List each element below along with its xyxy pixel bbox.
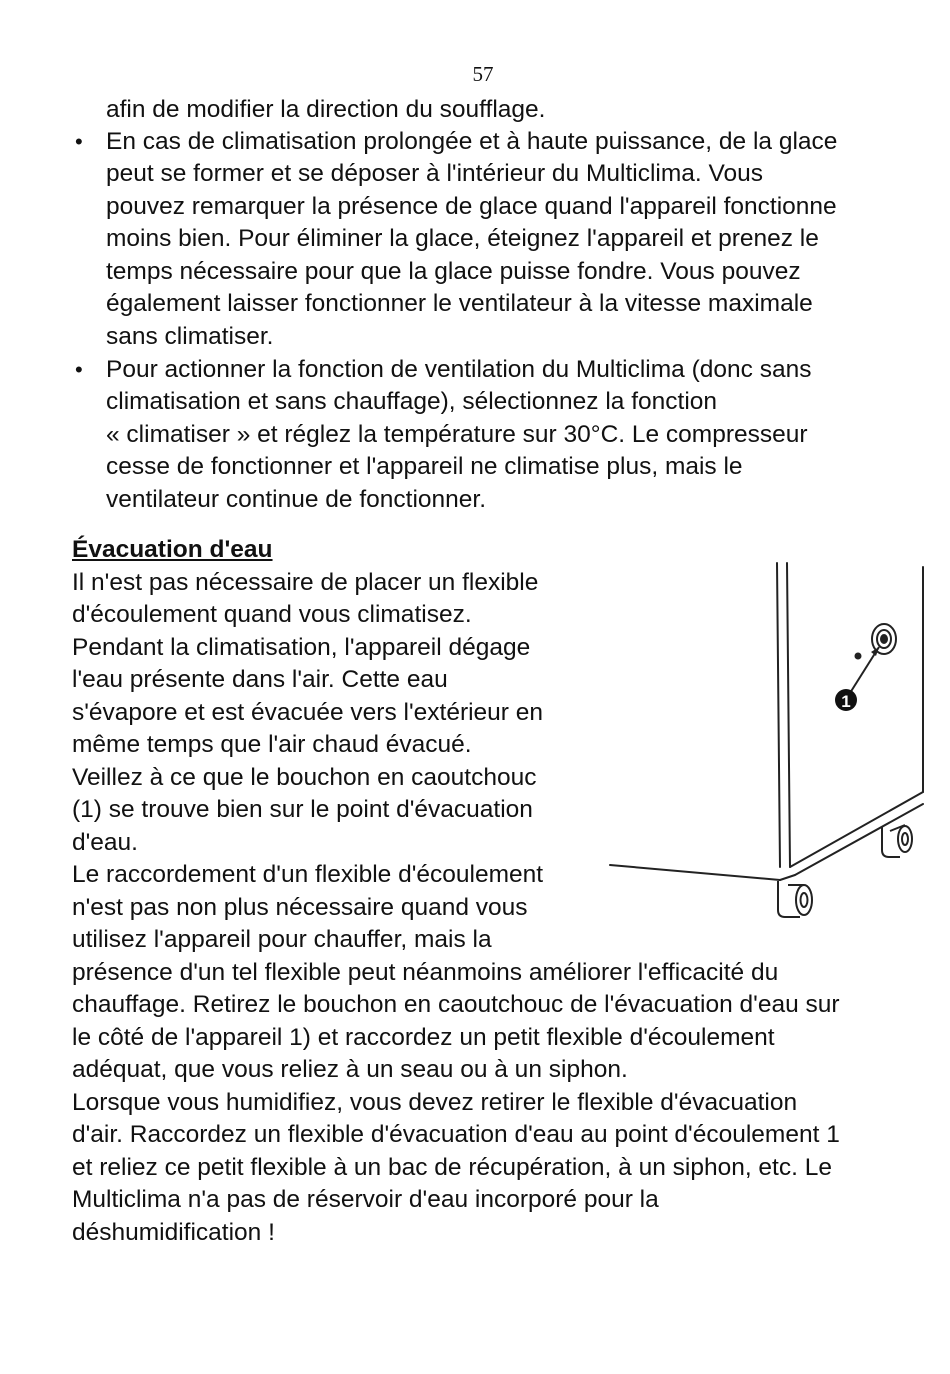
floor-line bbox=[610, 865, 780, 880]
paragraph-line: adéquat, que vous reliez à un seau ou à un siphon. bbox=[72, 1056, 628, 1083]
paragraph-line: s'évapore et est évacuée vers l'extérieur en bbox=[72, 699, 544, 726]
paragraph-line: Lorsque vous humidifiez, vous devez retirer le flexible d'évacuation bbox=[72, 1089, 798, 1116]
section-heading: Évacuation d'eau bbox=[72, 536, 273, 563]
paragraph-line: le côté de l'appareil 1) et raccordez un petit flexible d'écoulement bbox=[72, 1024, 775, 1051]
page-number: 57 bbox=[472, 62, 494, 86]
callout-badge bbox=[835, 689, 857, 711]
paragraph-line: présence d'un tel flexible peut néanmoins améliorer l'efficacité du bbox=[72, 959, 779, 986]
paragraph-line: Veillez à ce que le bouchon en caoutchouc bbox=[72, 764, 537, 791]
paragraph-line: d'eau. bbox=[72, 829, 138, 856]
list-item-line: sans climatiser. bbox=[106, 323, 274, 350]
body-front-edge-inner bbox=[787, 563, 790, 867]
body-bottom-edge bbox=[790, 792, 923, 867]
paragraph-line: n'est pas non plus nécessaire quand vous bbox=[72, 894, 528, 921]
list-item-line: pouvez remarquer la présence de glace quand l'appareil fonctionne bbox=[106, 193, 837, 220]
paragraph-line: chauffage. Retirez le bouchon en caoutchouc de l'évacuation d'eau sur bbox=[72, 991, 840, 1018]
list-item-line: En cas de climatisation prolongée et à haute puissance, de la glace bbox=[106, 128, 838, 155]
paragraph-line: Le raccordement d'un flexible d'écoulement bbox=[72, 861, 544, 888]
paragraph-line: même temps que l'air chaud évacué. bbox=[72, 731, 472, 758]
list-continuation-line: afin de modifier la direction du soufflage. bbox=[106, 96, 546, 123]
paragraph-line: Il n'est pas nécessaire de placer un flexible bbox=[72, 569, 539, 596]
list-item-line: moins bien. Pour éliminer la glace, éteignez l'appareil et prenez le bbox=[106, 225, 819, 252]
paragraph-line: (1) se trouve bien sur le point d'évacuation bbox=[72, 796, 533, 823]
base-corner bbox=[780, 875, 795, 880]
paragraph-line: d'écoulement quand vous climatisez. bbox=[72, 601, 472, 628]
drain-point-dot bbox=[855, 653, 862, 660]
list-item-line: peut se former et se déposer à l'intérieur du Multiclima. Vous bbox=[106, 160, 763, 187]
list-item-line: climatisation et sans chauffage), sélectionnez la fonction bbox=[106, 388, 718, 415]
paragraph-line: l'eau présente dans l'air. Cette eau bbox=[72, 666, 448, 693]
callout-number: 1 bbox=[841, 692, 851, 711]
appliance-side-illustration bbox=[600, 555, 930, 930]
bullet-marker: • bbox=[75, 129, 83, 154]
list-item-line: Pour actionner la fonction de ventilation du Multiclima (donc sans bbox=[106, 356, 812, 383]
list-item-line: temps nécessaire pour que la glace puisse fondre. Vous pouvez bbox=[106, 258, 801, 285]
list-item-line: « climatiser » et réglez la température sur 30°C. Le compresseur bbox=[106, 421, 808, 448]
list-item-line: cesse de fonctionner et l'appareil ne climatise plus, mais le bbox=[106, 453, 743, 480]
paragraph-line: utilisez l'appareil pour chauffer, mais la bbox=[72, 926, 492, 953]
paragraph-line: et reliez ce petit flexible à un bac de récupération, à un siphon, etc. Le bbox=[72, 1154, 832, 1181]
paragraph-line: Pendant la climatisation, l'appareil dégage bbox=[72, 634, 531, 661]
base-edge bbox=[795, 804, 923, 875]
caster-wheel-icon bbox=[882, 825, 912, 857]
paragraph-line: déshumidification ! bbox=[72, 1219, 275, 1246]
caster-wheel-icon bbox=[778, 881, 812, 917]
list-item-line: ventilateur continue de fonctionner. bbox=[106, 486, 487, 513]
appliance-side-drawing bbox=[600, 555, 930, 930]
bullet-marker: • bbox=[75, 357, 83, 382]
body-front-edge bbox=[777, 563, 780, 867]
list-item-line: également laisser fonctionner le ventilateur à la vitesse maximale bbox=[106, 290, 813, 317]
paragraph-line: Multiclima n'a pas de réservoir d'eau incorporé pour la bbox=[72, 1186, 659, 1213]
paragraph-line: d'air. Raccordez un flexible d'évacuation d'eau au point d'écoulement 1 bbox=[72, 1121, 840, 1148]
